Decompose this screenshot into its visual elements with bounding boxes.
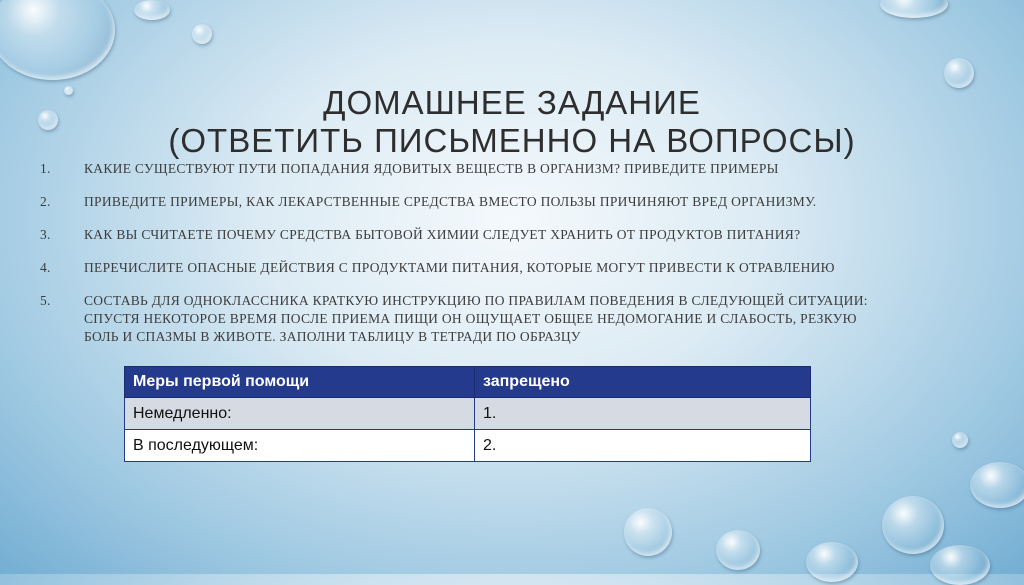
item-number: 4.: [40, 260, 51, 275]
table-cell: В последующем:: [125, 430, 475, 462]
item-text: КАК ВЫ СЧИТАЕТЕ ПОЧЕМУ СРЕДСТВА БЫТОВОЙ ХИМИИ СЛЕДУЕТ ХРАНИТЬ ОТ ПРОДУКТОВ ПИТАНИЯ?: [84, 227, 801, 242]
water-droplet: [806, 542, 858, 582]
item-text: ПРИВЕДИТЕ ПРИМЕРЫ, КАК ЛЕКАРСТВЕННЫЕ СРЕДСТВА ВМЕСТО ПОЛЬЗЫ ПРИЧИНЯЮТ ВРЕД ОРГАНИЗМУ.: [84, 194, 817, 209]
header-forbidden: запрещено: [475, 367, 811, 398]
list-item: [40, 259, 940, 277]
item-text: КАКИЕ СУЩЕСТВУЮТ ПУТИ ПОПАДАНИЯ ЯДОВИТЫХ ВЕЩЕСТВ В ОРГАНИЗМ? ПРИВЕДИТЕ ПРИМЕРЫ: [84, 161, 779, 176]
item-number: 1.: [40, 161, 51, 176]
table-header-row: [125, 367, 811, 398]
item-number: 3.: [40, 227, 51, 242]
water-droplet: [952, 432, 968, 448]
item-number: 5.: [40, 293, 51, 308]
header-first-aid: Меры первой помощи: [125, 367, 475, 398]
water-droplet: [716, 530, 760, 570]
water-droplet: [192, 24, 212, 44]
table-row: [125, 430, 811, 462]
item-text-line-2: СПУСТЯ НЕКОТОРОЕ ВРЕМЯ ПОСЛЕ ПРИЕМА ПИЩИ ОН ОЩУЩАЕТ ОБЩЕЕ НЕДОМОГАНИЕ И СЛАБОСТЬ, РЕЗКУЮ: [84, 311, 857, 326]
table-row: [125, 398, 811, 430]
water-droplet: [970, 462, 1024, 508]
table-cell: 1.: [475, 398, 811, 430]
water-droplet: [0, 0, 115, 80]
table-cell: Немедленно:: [125, 398, 475, 430]
title-line-2: (ОТВЕТИТЬ ПИСЬМЕННО НА ВОПРОСЫ): [168, 122, 856, 159]
list-item: [40, 292, 940, 346]
list-item: [40, 226, 940, 244]
table-cell: 2.: [475, 430, 811, 462]
first-aid-table: [124, 366, 811, 462]
water-droplet: [930, 545, 990, 585]
item-number: 2.: [40, 194, 51, 209]
list-item: [40, 160, 940, 178]
water-droplet: [880, 0, 948, 18]
list-item: [40, 193, 940, 211]
title-line-1: ДОМАШНЕЕ ЗАДАНИЕ: [323, 84, 701, 121]
water-droplet: [882, 496, 944, 554]
item-text-line-3: БОЛЬ И СПАЗМЫ В ЖИВОТЕ. ЗАПОЛНИ ТАБЛИЦУ В ТЕТРАДИ ПО ОБРАЗЦУ: [84, 329, 581, 344]
question-list: [40, 160, 940, 361]
item-text-line-1: СОСТАВЬ ДЛЯ ОДНОКЛАССНИКА КРАТКУЮ ИНСТРУКЦИЮ ПО ПРАВИЛАМ ПОВЕДЕНИЯ В СЛЕДУЮЩЕЙ СИТУАЦИИ:: [84, 293, 868, 308]
item-text: ПЕРЕЧИСЛИТЕ ОПАСНЫЕ ДЕЙСТВИЯ С ПРОДУКТАМИ ПИТАНИЯ, КОТОРЫЕ МОГУТ ПРИВЕСТИ К ОТРАВЛЕНИЮ: [84, 260, 835, 275]
water-droplet: [134, 0, 170, 20]
slide-title: [0, 84, 1024, 160]
water-droplet: [624, 508, 672, 556]
